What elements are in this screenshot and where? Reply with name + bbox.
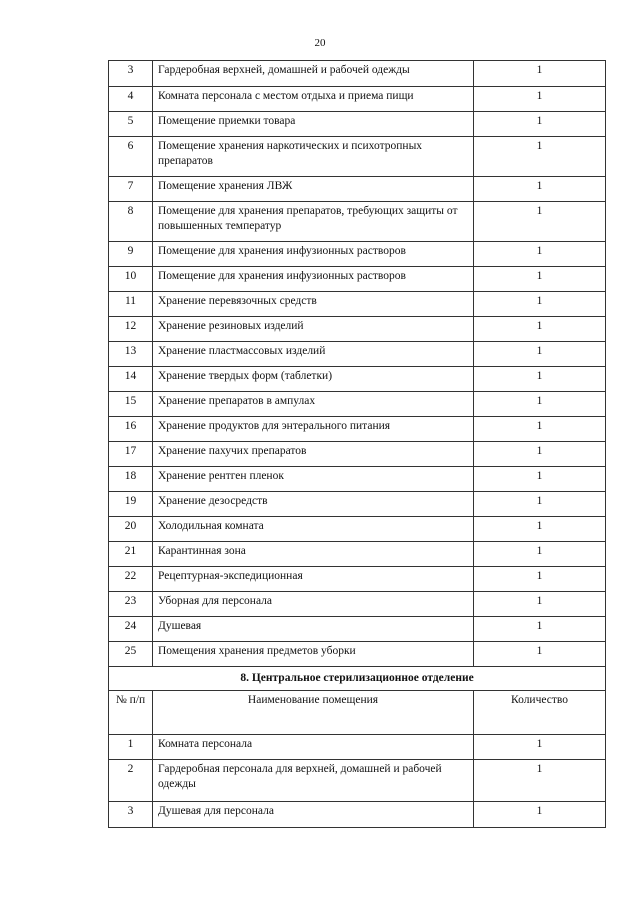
- room-quantity-text: 1: [536, 205, 543, 217]
- room-name-text: Хранение твердых форм (таблетки): [158, 370, 333, 382]
- room-name-text: Помещение хранения наркотических и психотропных препаратов: [158, 140, 423, 167]
- room-quantity: [474, 392, 606, 417]
- room-quantity-text: 1: [536, 420, 543, 432]
- row-number: [109, 642, 153, 667]
- row-number-text: 19: [124, 495, 137, 507]
- room-quantity: [474, 760, 606, 802]
- room-quantity-text: 1: [536, 805, 543, 817]
- row-number-text: 9: [127, 245, 134, 257]
- room-name-text: Хранение перевязочных средств: [158, 295, 317, 307]
- row-number-text: 12: [124, 320, 137, 332]
- header-number-cell: [109, 691, 153, 735]
- row-number: [109, 542, 153, 567]
- room-quantity: [474, 542, 606, 567]
- room-name-text: Помещение хранения ЛВЖ: [158, 180, 293, 192]
- room-name-text: Комната персонала: [158, 738, 253, 750]
- table-row: [109, 112, 606, 137]
- row-number: [109, 760, 153, 802]
- table-row: [109, 802, 606, 828]
- table-row: [109, 592, 606, 617]
- row-number-text: 3: [127, 64, 134, 76]
- room-quantity-text: 1: [536, 64, 543, 76]
- row-number-text: 18: [124, 470, 137, 482]
- row-number-text: 1: [127, 738, 134, 750]
- section-title: 8. Центральное стерилизационное отделение: [109, 667, 606, 691]
- room-name: [153, 642, 474, 667]
- row-number: [109, 242, 153, 267]
- room-name: [153, 417, 474, 442]
- row-number: [109, 202, 153, 242]
- room-quantity-text: 1: [536, 140, 543, 152]
- table-row: [109, 760, 606, 802]
- row-number-text: 20: [124, 520, 137, 532]
- room-name: [153, 292, 474, 317]
- table-row: [109, 467, 606, 492]
- room-quantity: [474, 342, 606, 367]
- room-name-text: Помещение приемки товара: [158, 115, 296, 127]
- row-number-text: 25: [124, 645, 137, 657]
- room-name: [153, 802, 474, 828]
- room-quantity-text: 1: [536, 520, 543, 532]
- room-quantity-text: 1: [536, 370, 543, 382]
- room-name: [153, 542, 474, 567]
- room-name-text: Помещение для хранения инфузионных растворов: [158, 245, 406, 257]
- room-quantity: [474, 735, 606, 760]
- table-row: [109, 567, 606, 592]
- room-quantity: [474, 177, 606, 202]
- table-row: [109, 542, 606, 567]
- header-quantity: Количество: [511, 694, 568, 706]
- row-number: [109, 317, 153, 342]
- table-row: [109, 735, 606, 760]
- row-number: [109, 567, 153, 592]
- row-number-text: 7: [127, 180, 134, 192]
- room-quantity-text: 1: [536, 115, 543, 127]
- room-quantity: [474, 242, 606, 267]
- room-quantity: [474, 642, 606, 667]
- room-quantity: [474, 61, 606, 87]
- room-name-text: Рецептурная-экспедиционная: [158, 570, 303, 582]
- room-name: [153, 342, 474, 367]
- room-name-text: Холодильная комната: [158, 520, 264, 532]
- row-number: [109, 367, 153, 392]
- room-name: [153, 467, 474, 492]
- room-quantity: [474, 417, 606, 442]
- room-name-text: Хранение резиновых изделий: [158, 320, 304, 332]
- room-name: [153, 592, 474, 617]
- row-number: [109, 267, 153, 292]
- room-name-text: Хранение пластмассовых изделий: [158, 345, 326, 357]
- room-name-text: Хранение дезосредств: [158, 495, 268, 507]
- row-number: [109, 292, 153, 317]
- row-number: [109, 392, 153, 417]
- row-number-text: 21: [124, 545, 137, 557]
- room-name: [153, 87, 474, 112]
- room-quantity-text: 1: [536, 738, 543, 750]
- row-number: [109, 735, 153, 760]
- header-number: № п/п: [115, 694, 146, 706]
- table-row: [109, 61, 606, 87]
- room-quantity-text: 1: [536, 545, 543, 557]
- row-number: [109, 802, 153, 828]
- room-quantity-text: 1: [536, 345, 543, 357]
- table-row: [109, 442, 606, 467]
- room-name: [153, 137, 474, 177]
- room-name: [153, 202, 474, 242]
- row-number-text: 16: [124, 420, 137, 432]
- room-name: [153, 760, 474, 802]
- table-row: [109, 417, 606, 442]
- room-name: [153, 112, 474, 137]
- room-quantity: [474, 202, 606, 242]
- table-row: [109, 642, 606, 667]
- room-name: [153, 367, 474, 392]
- room-quantity: [474, 442, 606, 467]
- room-name-text: Хранение препаратов в ампулах: [158, 395, 316, 407]
- room-quantity-text: 1: [536, 620, 543, 632]
- table-row: [109, 242, 606, 267]
- section-row: [109, 667, 606, 691]
- room-name-text: Гардеробная верхней, домашней и рабочей одежды: [158, 64, 410, 76]
- room-name-text: Душевая: [158, 620, 202, 632]
- row-number-text: 6: [127, 140, 134, 152]
- room-name-text: Уборная для персонала: [158, 595, 273, 607]
- room-quantity: [474, 517, 606, 542]
- table-row: [109, 617, 606, 642]
- table-row: [109, 392, 606, 417]
- room-quantity-text: 1: [536, 445, 543, 457]
- room-name: [153, 317, 474, 342]
- header-name-cell: [153, 691, 474, 735]
- room-name: [153, 567, 474, 592]
- row-number: [109, 61, 153, 87]
- room-quantity: [474, 87, 606, 112]
- header-name: Наименование помещения: [247, 694, 379, 706]
- room-name: [153, 392, 474, 417]
- room-name-text: Хранение продуктов для энтерального питания: [158, 420, 391, 432]
- room-name-text: Душевая для персонала: [158, 805, 274, 817]
- row-number: [109, 87, 153, 112]
- table-row: [109, 137, 606, 177]
- row-number-text: 22: [124, 570, 137, 582]
- table-row: [109, 177, 606, 202]
- room-quantity-text: 1: [536, 470, 543, 482]
- page-number: 20: [314, 37, 326, 49]
- room-name-text: Помещение для хранения препаратов, требующих защиты от повышенных температур: [158, 205, 458, 232]
- room-quantity-text: 1: [536, 90, 543, 102]
- row-number-text: 8: [127, 205, 134, 217]
- room-name-text: Карантинная зона: [158, 545, 246, 557]
- room-quantity-text: 1: [536, 245, 543, 257]
- table-row: [109, 267, 606, 292]
- table-header-row: [109, 691, 606, 735]
- room-quantity-text: 1: [536, 570, 543, 582]
- room-quantity: [474, 492, 606, 517]
- room-quantity: [474, 317, 606, 342]
- table-row: [109, 342, 606, 367]
- table-row: [109, 317, 606, 342]
- table-row: [109, 517, 606, 542]
- room-name-text: Помещение для хранения инфузионных растворов: [158, 270, 406, 282]
- row-number-text: 2: [127, 763, 134, 775]
- row-number: [109, 617, 153, 642]
- row-number: [109, 467, 153, 492]
- room-quantity: [474, 567, 606, 592]
- table-row: [109, 87, 606, 112]
- room-name: [153, 442, 474, 467]
- row-number: [109, 442, 153, 467]
- header-quantity-cell: [474, 691, 606, 735]
- room-quantity-text: 1: [536, 270, 543, 282]
- room-quantity: [474, 367, 606, 392]
- room-name-text: Хранение рентген пленок: [158, 470, 284, 482]
- room-quantity: [474, 467, 606, 492]
- row-number-text: 3: [127, 805, 134, 817]
- table-row: [109, 292, 606, 317]
- room-quantity: [474, 292, 606, 317]
- room-quantity-text: 1: [536, 763, 543, 775]
- room-name: [153, 177, 474, 202]
- row-number: [109, 112, 153, 137]
- row-number-text: 5: [127, 115, 134, 127]
- row-number: [109, 492, 153, 517]
- table-row: [109, 202, 606, 242]
- room-name: [153, 492, 474, 517]
- table-row: [109, 367, 606, 392]
- row-number-text: 24: [124, 620, 137, 632]
- row-number: [109, 417, 153, 442]
- room-name: [153, 242, 474, 267]
- room-quantity-text: 1: [536, 180, 543, 192]
- room-name: [153, 617, 474, 642]
- row-number-text: 11: [124, 295, 137, 307]
- room-quantity: [474, 802, 606, 828]
- row-number: [109, 177, 153, 202]
- row-number: [109, 592, 153, 617]
- room-quantity: [474, 137, 606, 177]
- table-row: [109, 492, 606, 517]
- room-quantity: [474, 592, 606, 617]
- row-number-text: 15: [124, 395, 137, 407]
- rooms-table: [108, 60, 606, 828]
- row-number-text: 13: [124, 345, 137, 357]
- row-number: [109, 517, 153, 542]
- room-quantity-text: 1: [536, 320, 543, 332]
- room-name: [153, 517, 474, 542]
- room-name-text: Комната персонала с местом отдыха и приема пищи: [158, 90, 414, 102]
- row-number-text: 4: [127, 90, 134, 102]
- room-name-text: Гардеробная персонала для верхней, домашней и рабочей одежды: [158, 763, 442, 790]
- room-name: [153, 61, 474, 87]
- room-name: [153, 735, 474, 760]
- room-quantity: [474, 112, 606, 137]
- row-number-text: 23: [124, 595, 137, 607]
- row-number-text: 14: [124, 370, 137, 382]
- room-name: [153, 267, 474, 292]
- room-quantity-text: 1: [536, 395, 543, 407]
- room-quantity: [474, 267, 606, 292]
- room-name-text: Хранение пахучих препаратов: [158, 445, 307, 457]
- room-quantity-text: 1: [536, 495, 543, 507]
- row-number: [109, 137, 153, 177]
- room-quantity-text: 1: [536, 645, 543, 657]
- row-number: [109, 342, 153, 367]
- row-number-text: 10: [124, 270, 137, 282]
- room-name-text: Помещения хранения предметов уборки: [158, 645, 356, 657]
- room-quantity-text: 1: [536, 295, 543, 307]
- room-quantity: [474, 617, 606, 642]
- row-number-text: 17: [124, 445, 137, 457]
- room-quantity-text: 1: [536, 595, 543, 607]
